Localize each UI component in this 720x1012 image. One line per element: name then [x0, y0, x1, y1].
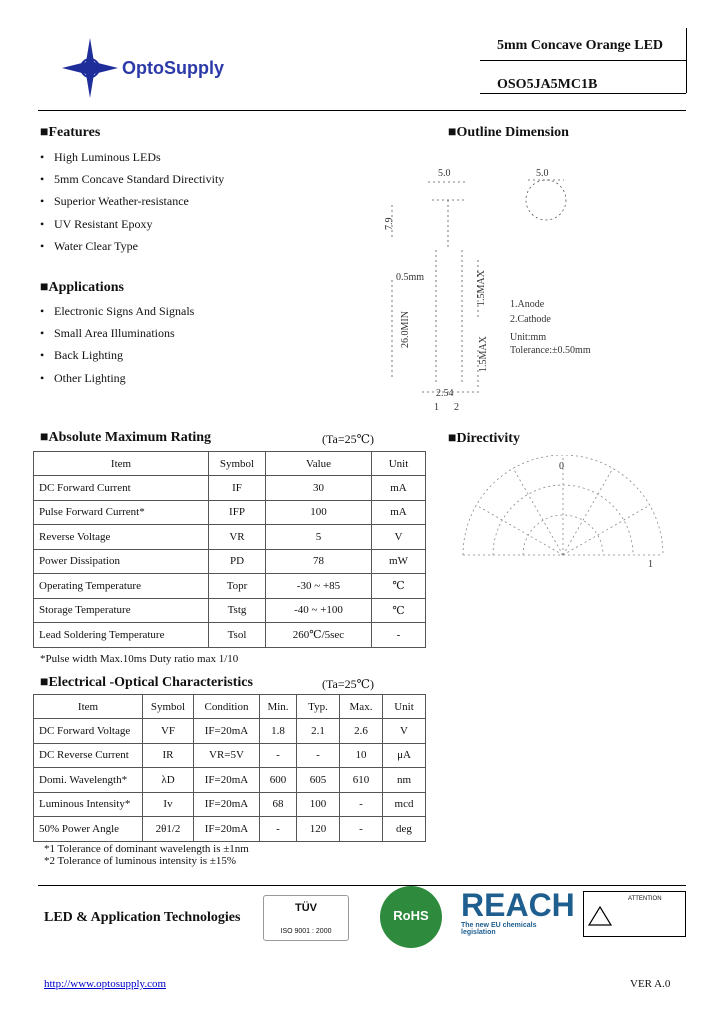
list-item: • UV Resistant Epoxy [40, 216, 153, 231]
list-item: • Electronic Signs And Signals [40, 304, 195, 318]
divider [38, 110, 686, 111]
table-row: Reverse Voltage VR 5 V [34, 525, 426, 550]
esd-attention-badge: ATTENTION [583, 891, 686, 937]
eoc-condition: (Ta=25℃) [322, 677, 375, 691]
outline-note: 2.Cathode [510, 314, 551, 325]
star-logo-icon [58, 38, 128, 98]
esd-warning-icon [588, 906, 612, 926]
divider [480, 93, 686, 94]
brand-name: OptoSupply [122, 58, 224, 78]
dim-min: 26.0MIN [400, 311, 411, 348]
col-header: Condition [194, 695, 260, 719]
footer-title: LED & Application Technologies [44, 910, 241, 925]
list-item: • Small Area Illuminations [40, 326, 175, 341]
list-item: • High Luminous LEDs [40, 150, 161, 164]
col-header: Value [266, 452, 372, 476]
col-header: Symbol [143, 695, 194, 719]
col-header: Unit [372, 452, 426, 476]
table-row: Power Dissipation PD 78 mW [34, 549, 426, 574]
table-row: Luminous Intensity* Iv IF=20mA 68 100 - mcd [34, 792, 426, 817]
table-row: DC Forward Voltage VF IF=20mA 1.8 2.1 2.6 V [34, 719, 426, 744]
eoc-note: *1 Tolerance of dominant wavelength is ±1nm [44, 843, 249, 855]
col-header: Max. [340, 695, 383, 719]
outline-note: Tolerance:±0.50mm [510, 345, 591, 356]
pin-2: 2 [454, 402, 459, 413]
col-header: Min. [260, 695, 297, 719]
col-header: Unit [383, 695, 426, 719]
table-row: Pulse Forward Current* IFP 100 mA [34, 500, 426, 525]
amr-condition: (Ta=25℃) [322, 432, 375, 446]
dim-height: 7.9 [384, 217, 395, 230]
amr-heading: ■Absolute Maximum Rating [40, 430, 212, 445]
table-row: Domi. Wavelength* λD IF=20mA 600 605 610 nm [34, 768, 426, 793]
directivity-heading: ■Directivity [448, 431, 520, 446]
version-label: VER A.0 [630, 978, 671, 990]
amr-note: *Pulse width Max.10ms Duty ratio max 1/10 [40, 653, 239, 665]
dim-max: 1.5MAX [476, 270, 487, 306]
list-item: • 5mm Concave Standard Directivity [40, 172, 225, 187]
table-row: Lead Soldering Temperature Tsol 260℃/5sec - [34, 623, 426, 648]
eoc-heading: ■Electrical -Optical Characteristics [40, 675, 253, 690]
amr-table [33, 451, 426, 648]
col-header: Item [34, 695, 143, 719]
applications-heading: ■Applications [40, 280, 124, 295]
eoc-note: *2 Tolerance of luminous intensity is ±15% [44, 855, 237, 867]
dim-pitch: 2.54 [436, 388, 454, 399]
col-header: Symbol [209, 452, 266, 476]
reach-badge: REACH The new EU chemicals legislation [461, 887, 575, 936]
outline-note: 1.Anode [510, 299, 545, 310]
list-item: • Other Lighting [40, 370, 126, 385]
divider [38, 885, 686, 886]
col-header: Item [34, 452, 209, 476]
part-number: OSO5JA5MC1B [497, 77, 598, 92]
divider [686, 28, 687, 93]
features-list [40, 150, 224, 261]
outline-heading: ■Outline Dimension [448, 125, 569, 140]
dim-width: 5.0 [438, 168, 451, 179]
eoc-table [33, 694, 426, 842]
product-title: 5mm Concave Orange LED [497, 38, 664, 53]
table-row: DC Reverse Current IR VR=5V - - 10 μA [34, 743, 426, 768]
list-item: • Water Clear Type [40, 238, 138, 253]
brand-logo [58, 38, 278, 98]
outline-note: Unit:mm [510, 332, 547, 343]
col-header: Typ. [297, 695, 340, 719]
table-row: DC Forward Current IF 30 mA [34, 476, 426, 501]
features-heading: ■Features [40, 125, 101, 140]
rohs-badge: RoHS [380, 886, 442, 948]
table-row: Storage Temperature Tstg -40 ~ +100 ℃ [34, 598, 426, 623]
table-row: 50% Power Angle 2θ1/2 IF=20mA - 120 - deg [34, 817, 426, 842]
list-item: • Back Lighting [40, 348, 123, 363]
website-link[interactable]: http://www.optosupply.com [44, 978, 167, 990]
directivity-chart [455, 455, 670, 575]
table-row: Operating Temperature Topr -30 ~ +85 ℃ [34, 574, 426, 599]
dim-width-side: 5.0 [536, 168, 549, 179]
directivity-label: 1 [648, 559, 653, 570]
outline-drawing [370, 160, 670, 420]
dim-lead: 0.5mm [396, 272, 425, 283]
applications-list [40, 304, 194, 393]
tuv-badge: TÜV ISO 9001 : 2000 [263, 895, 349, 941]
divider [480, 60, 686, 61]
dim-max2: 1.5MAX [478, 336, 489, 372]
directivity-label: 0 [559, 461, 564, 472]
list-item: • Superior Weather-resistance [40, 194, 189, 209]
pin-1: 1 [434, 402, 439, 413]
